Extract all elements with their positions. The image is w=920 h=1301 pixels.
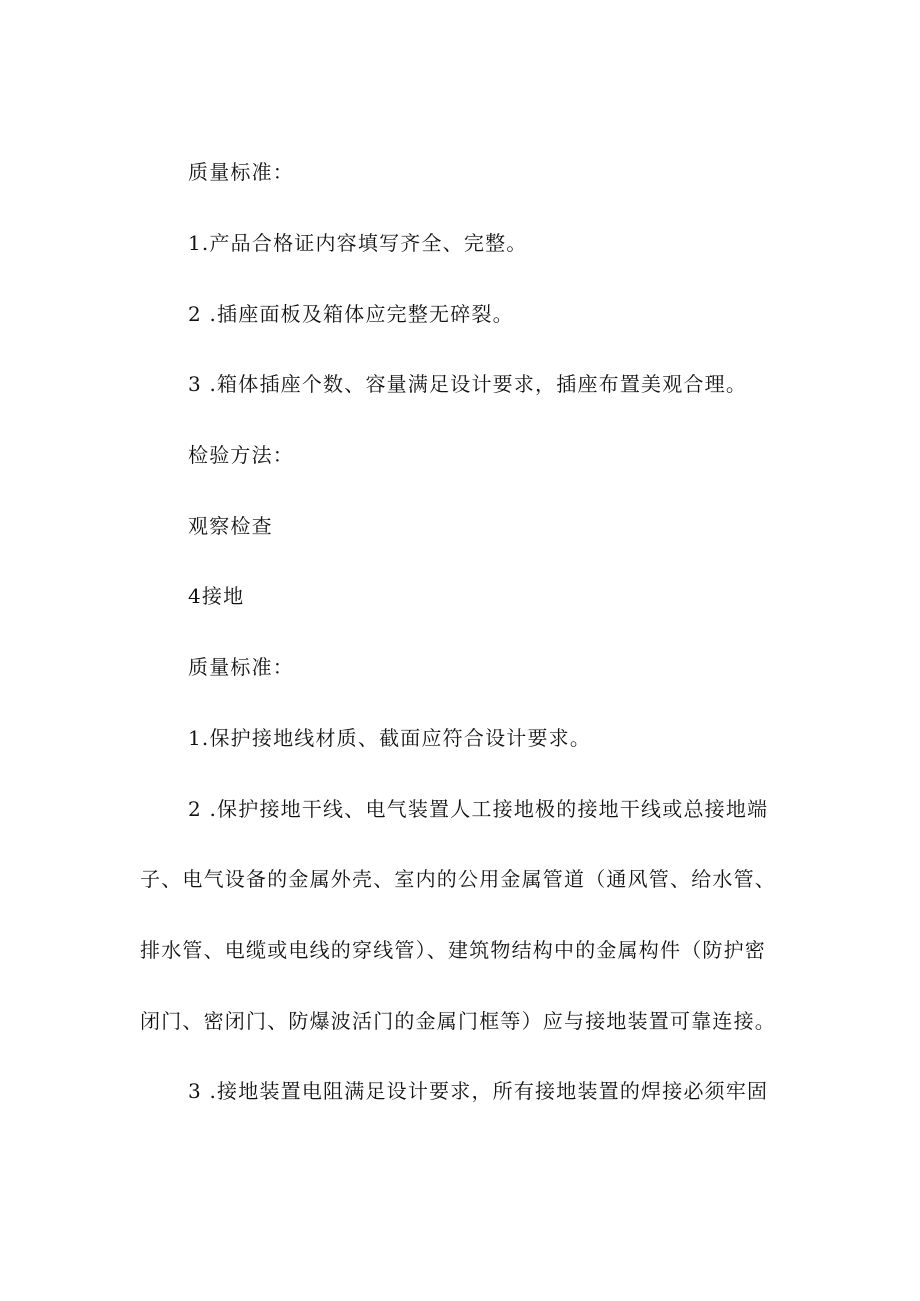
paragraph-grounding-item-2-line-3: 排水管、电缆或电线的穿线管）、建筑物结构中的金属构件（防护密 xyxy=(140,938,766,962)
paragraph-grounding-item-1: 1.保护接地线材质、截面应符合设计要求。 xyxy=(188,726,592,750)
heading-quality-standard-1: 质量标准： xyxy=(188,160,294,184)
paragraph-grounding-item-2-line-2: 子、电气设备的金属外壳、室内的公用金属管道（通风管、给水管、 xyxy=(140,867,776,891)
paragraph-observe-check: 观察检查 xyxy=(188,514,273,538)
heading-inspection-method: 检验方法： xyxy=(188,443,294,467)
paragraph-item-1: 1.产品合格证内容填写齐全、完整。 xyxy=(188,231,528,255)
paragraph-item-2: 2 .插座面板及箱体应完整无碎裂。 xyxy=(188,302,514,326)
paragraph-item-3: 3 .箱体插座个数、容量满足设计要求，插座布置美观合理。 xyxy=(188,372,748,396)
paragraph-grounding-item-2-line-1: 2 .保护接地干线、电气装置人工接地极的接地干线或总接地端 xyxy=(188,797,769,821)
paragraph-grounding-item-3: 3 .接地装置电阻满足设计要求，所有接地装置的焊接必须牢固 xyxy=(188,1079,769,1103)
section-heading-grounding: 4接地 xyxy=(188,584,245,608)
paragraph-grounding-item-2-line-4: 闭门、密闭门、防爆波活门的金属门框等）应与接地装置可靠连接。 xyxy=(140,1009,776,1033)
heading-quality-standard-2: 质量标准： xyxy=(188,655,294,679)
